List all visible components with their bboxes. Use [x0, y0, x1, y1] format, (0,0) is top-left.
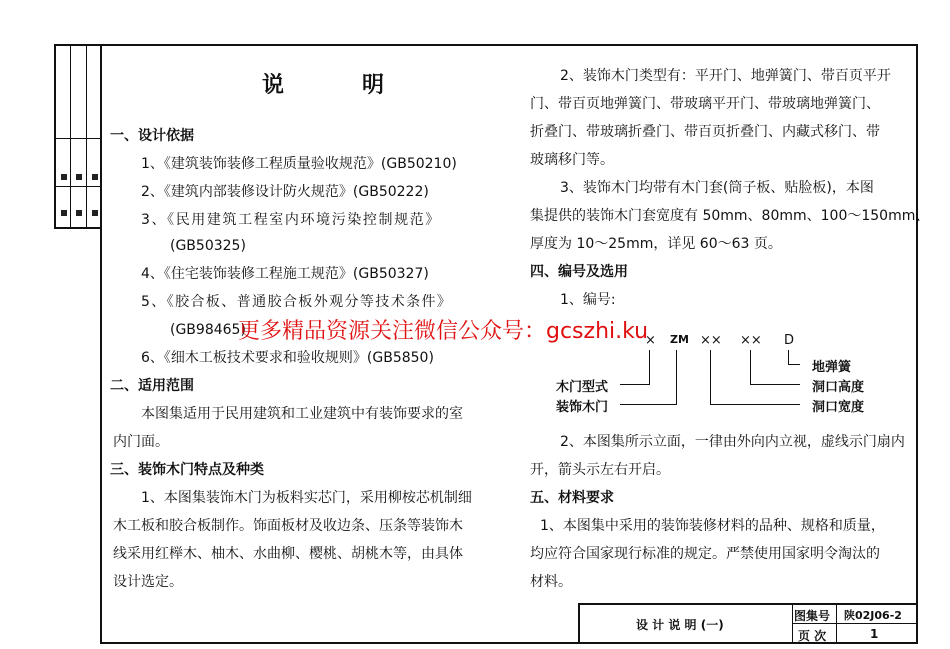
code-part-type: × [645, 333, 656, 348]
basis-item: 1、《建筑装饰装修工程质量验收规范》(GB50210) [141, 156, 457, 172]
label-opening-height: 洞口高度 [812, 380, 865, 395]
features-line: 线采用红榉木、柚木、水曲柳、樱桃、胡桃木等，由具体 [113, 546, 463, 562]
basis-item-cont: (GB50325) [170, 238, 246, 254]
features-line: 1、本图集装饰木门为板料实芯门，采用柳桉芯机制细 [141, 490, 472, 506]
numbering-line: 2、本图集所示立面，一律由外向内立视，虚线示门扇内 [560, 434, 905, 450]
frame-line: 厚度为 10～25mm，详见 60～63 页。 [530, 236, 782, 252]
code-part-zm: ZM [670, 333, 689, 346]
page-title: 说 明 [262, 73, 413, 98]
section-heading-scope: 二、适用范围 [110, 378, 194, 394]
atlas-label: 图集号 [794, 609, 831, 623]
watermark-text: 更多精品资源关注微信公众号：gcszhi.ku [238, 319, 649, 344]
section-heading-materials: 五、材料要求 [530, 490, 614, 506]
page-label: 页 次 [798, 629, 827, 643]
section-heading-numbering: 四、编号及选用 [530, 264, 628, 280]
types-line: 2、装饰木门类型有：平开门、地弹簧门、带百页平开 [560, 68, 891, 84]
code-part-width: ×× [700, 333, 722, 348]
numbering-sub: 1、编号: [560, 292, 616, 308]
section-heading-features: 三、装饰木门特点及种类 [110, 462, 264, 478]
label-decor-door: 装饰木门 [556, 400, 609, 415]
basis-item-cont: (GB98465) [170, 322, 246, 338]
section-heading-basis: 一、设计依据 [110, 128, 194, 144]
stamp-mark-icon [61, 210, 67, 216]
basis-item: 5、《胶合板、普通胶合板外观分等技术条件》 [141, 294, 453, 310]
basis-item: 4、《住宅装饰装修工程施工规范》(GB50327) [141, 266, 429, 282]
materials-line: 材料。 [530, 574, 572, 590]
code-part-height: ×× [740, 333, 762, 348]
numbering-line: 开，箭头示左右开启。 [530, 462, 670, 478]
basis-item: 6、《细木工板技术要求和验收规则》(GB5850) [141, 350, 434, 366]
binding-strip [54, 44, 102, 229]
label-floor-spring: 地弹簧 [812, 360, 852, 375]
basis-item: 3、《民用建筑工程室内环境污染控制规范》 [141, 212, 441, 228]
stamp-mark-icon [76, 210, 82, 216]
scope-line: 内门面。 [113, 434, 169, 450]
atlas-value: 陕02J06-2 [844, 609, 902, 622]
frame-line: 3、装饰木门均带有木门套(筒子板、贴脸板)，本图 [560, 180, 874, 196]
label-door-type: 木门型式 [556, 380, 609, 395]
types-line: 玻璃移门等。 [530, 152, 614, 168]
code-part-spring: D [784, 333, 795, 348]
materials-line: 均应符合国家现行标准的规定。严禁使用国家明令淘汰的 [530, 546, 880, 562]
stamp-mark-icon [92, 210, 98, 216]
features-line: 设计选定。 [113, 574, 183, 590]
page-value: 1 [870, 627, 879, 641]
stamp-mark-icon [61, 174, 67, 180]
stamp-mark-icon [76, 174, 82, 180]
frame-line: 集提供的装饰木门套宽度有 50mm、80mm、100～150mm、 [530, 208, 930, 224]
types-line: 门、带百页地弹簧门、带玻璃平开门、带玻璃地弹簧门、 [530, 96, 880, 112]
stamp-mark-icon [92, 174, 98, 180]
types-line: 折叠门、带玻璃折叠门、带百页折叠门、内藏式移门、带 [530, 124, 880, 140]
drawing-name: 设 计 说 明 (一) [636, 618, 724, 632]
title-block [578, 603, 918, 644]
features-line: 木工板和胶合板制作。饰面板材及收边条、压条等装饰木 [113, 518, 463, 534]
materials-line: 1、本图集中采用的装饰装修材料的品种、规格和质量， [540, 518, 885, 534]
basis-item: 2、《建筑内部装修设计防火规范》(GB50222) [141, 184, 429, 200]
label-opening-width: 洞口宽度 [812, 400, 865, 415]
scope-line: 本图集适用于民用建筑和工业建筑中有装饰要求的室 [141, 406, 463, 422]
